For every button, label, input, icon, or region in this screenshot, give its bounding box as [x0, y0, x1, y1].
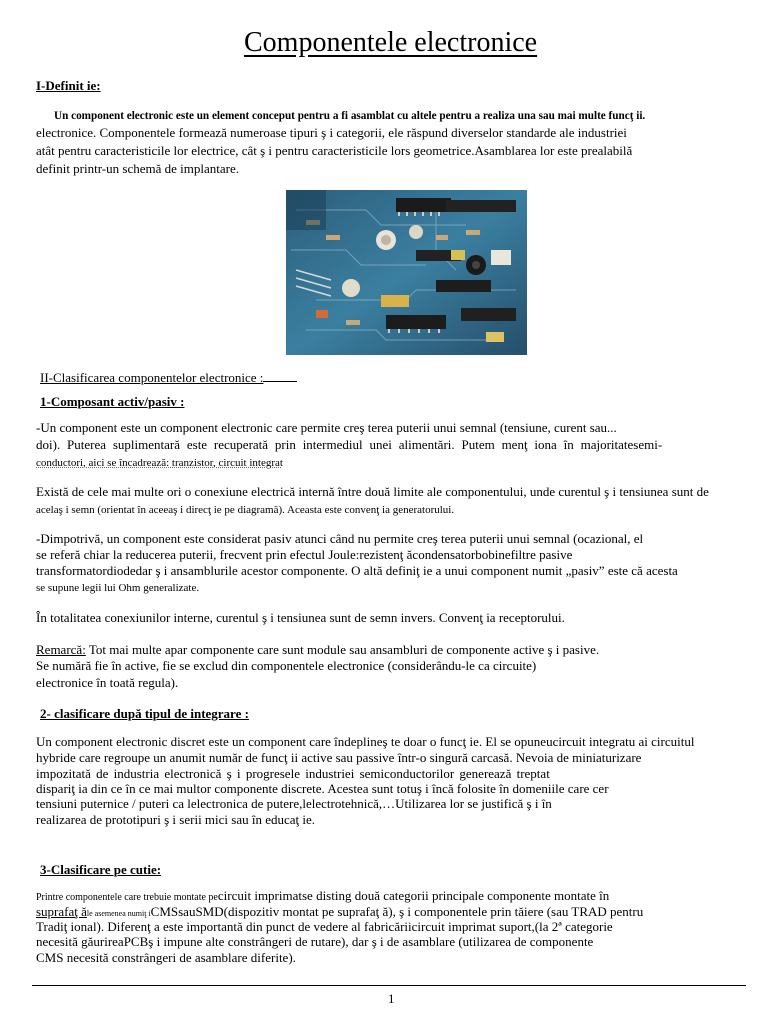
definition-line-2: electronice. Componentele formează numeroase tipuri ş i categorii, ele răspund diverselor standarde ale industriei — [36, 125, 627, 140]
remark-line-3: electronice în toată regula). — [36, 675, 179, 690]
page-number: 1 — [388, 991, 395, 1006]
package-line-2: suprafaţ ăle asemenea numiţ iCMSsauSMD(dispozitiv montat pe suprafaţ ă), ş i componentele prin tăiere (sau TRAD pentru — [36, 904, 644, 919]
passive-text-line-3: transformatordiodedar ş i ansamblurile acestor componente. O altă definiţ ie a unui component numit „pasiv” este că acesta — [36, 563, 678, 578]
definition-line-1: Un component electronic este un element conceput pentru a fi asamblat cu altele pentru a realiza una sau mai multe funcţ ii. — [54, 110, 646, 122]
integration-line-6: realizarea de prototipuri ş i serii mici sau în educaţ ie. — [36, 812, 316, 827]
integration-line-4: dispariţ ia din ce în ce mai multor componente discrete. Acestea sunt totuş i încă folosite în domeniile care cer — [36, 781, 609, 796]
section-definition-heading: I-Definit ie: — [36, 78, 101, 93]
passive-text-line-4: se supune legii lui Ohm generalizate. — [36, 582, 200, 594]
integration-line-2: hybride care regroupe un anumit număr de funcţ ii active sau passive într-o singură carcasă. Nevoia de miniaturizare — [36, 750, 642, 765]
remark-line-1: Remarcă: Tot mai multe apar componente care sunt module sau ansambluri de componente active ş i pasive. — [36, 642, 600, 657]
definition-line-4: definit printr-un schemă de implantare. — [36, 161, 239, 176]
remark-line-2: Se numără fie în active, fie se exclud din componentele electronice (considerându-le ca circuite) — [36, 658, 537, 673]
passive-text-line-1: -Dimpotrivă, un component este considerat pasiv atunci când nu permite creş terea puterii unui semnal (ocazional, el — [36, 531, 644, 546]
package-line-1: Printre componentele care trebuie montate pecircuit imprimatse disting două categorii principale componente montate în — [36, 888, 610, 903]
active-text-line-5: acelaş i semn (orientat în aceeaş i direcţ ie pe diagramă). Aceasta este convenţ ia generatorului. — [36, 504, 455, 516]
package-line-3: Tradiţ ional). Diferenţ a este importantă din punct de vedere al fabricăriicircuit imprimat suport,(la 2ª categorie — [36, 919, 613, 934]
active-text-line-4: Există de cele mai multe ori o conexiune electrică internă între două limite ale componentului, unde curentul ş i tensiunea sunt de — [36, 484, 709, 499]
active-text-line-1: -Un component este un component electronic care permite creş terea puterii unui semnal (tensiune, curent sau... — [36, 420, 617, 435]
footer-rule — [32, 985, 746, 986]
package-line-5: CMS necesită constrângeri de asamblare diferite). — [36, 950, 296, 965]
section-classification-heading: II-Clasificarea componentelor electronice : — [40, 370, 297, 386]
package-line-4: necesită găurireaPCBş i impune alte constrângeri de rutare), dar ş i de asamblare (utilizarea de componente — [36, 934, 594, 949]
integration-line-5: tensiuni puternice / puteri ca lelectronica de putere,lelectrotehnică,…Utilizarea lor se justifică ş i în — [36, 796, 552, 811]
passive-text-line-2: se referă chiar la reducerea puterii, frecvent prin efectul Joule:rezistenţ ăcondensatorbobinefiltre pasive — [36, 547, 573, 562]
subsection-active-passive-heading: 1-Composant activ/pasiv : — [40, 394, 185, 409]
receptor-convention-text: În totalitatea conexiunilor interne, curentul ş i tensiunea sunt de semn invers. Convenţ ia receptorului. — [36, 610, 565, 625]
page-title: Componentele electronice — [244, 27, 538, 58]
active-text-line-2: doi). Puterea suplimentară este recuperată prin intermediul unei alimentări. Putem menţ iona în majoritatesemi- — [36, 437, 663, 452]
definition-line-3: atât pentru caracteristicile lor electrice, cât ş i pentru caracteristicile lors geometrice.Asamblarea lor este prealabilă — [36, 143, 633, 158]
integration-line-1: Un component electronic discret este un component care îndeplineş te doar o funcţ ie. El se opuneucircuit integratu ai circuitul — [36, 734, 695, 749]
active-text-line-3: conductori, aici se încadrează: tranzistor, circuit integrat — [36, 457, 283, 469]
subsection-package-heading: 3-Clasificare pe cutie: — [40, 862, 162, 877]
circuit-board-photo — [286, 190, 527, 355]
integration-line-3: impozitată de industria electronică ş i progresele industriei semiconductorilor generează treptat — [36, 766, 550, 781]
subsection-integration-heading: 2- clasificare după tipul de integrare : — [40, 706, 249, 721]
